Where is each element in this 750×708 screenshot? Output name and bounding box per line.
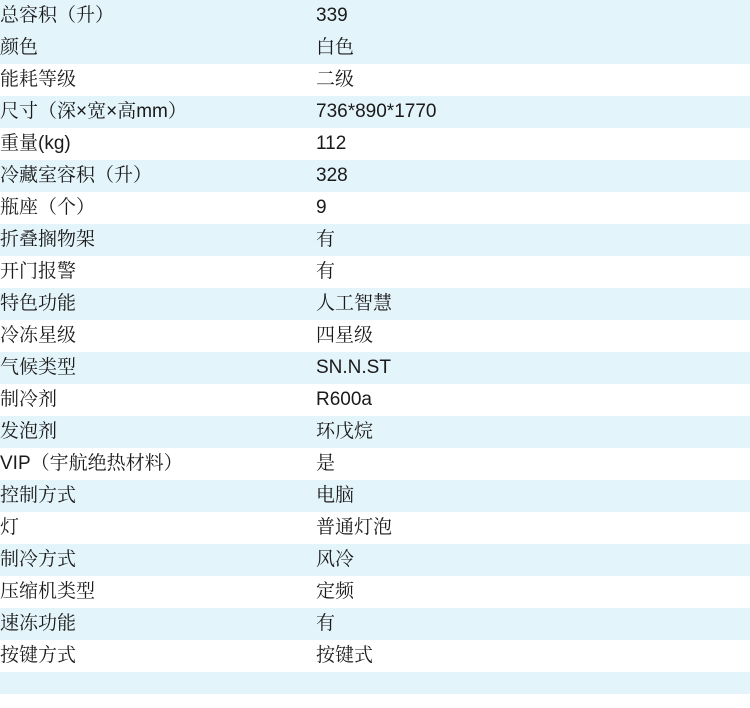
spec-label: 颜色	[0, 32, 316, 64]
spec-label: 按键方式	[0, 640, 316, 672]
table-row	[0, 608, 750, 640]
spec-value: 328	[316, 160, 750, 192]
spec-label: 重量(kg)	[0, 128, 316, 160]
table-row	[0, 96, 750, 128]
spec-label: 发泡剂	[0, 416, 316, 448]
spec-label: 速冻功能	[0, 608, 316, 640]
table-row	[0, 320, 750, 352]
table-row	[0, 640, 750, 672]
spec-label: 特色功能	[0, 288, 316, 320]
table-row	[0, 480, 750, 512]
spec-label: 瓶座（个）	[0, 192, 316, 224]
spec-value: 白色	[316, 32, 750, 64]
spec-label: VIP（宇航绝热材料）	[0, 448, 316, 480]
spec-value: 是	[316, 448, 750, 480]
spec-value: 按键式	[316, 640, 750, 672]
table-row	[0, 224, 750, 256]
spec-label: 冷冻星级	[0, 320, 316, 352]
table-row	[0, 192, 750, 224]
table-row	[0, 512, 750, 544]
spec-value: 有	[316, 608, 750, 640]
spec-label: 能耗等级	[0, 64, 316, 96]
spec-value: 电脑	[316, 480, 750, 512]
table-row	[0, 544, 750, 576]
spec-value: 9	[316, 192, 750, 224]
spec-value: R600a	[316, 384, 750, 416]
table-row	[0, 160, 750, 192]
spec-value: 二级	[316, 64, 750, 96]
spec-value: 有	[316, 256, 750, 288]
spec-value: 112	[316, 128, 750, 160]
spec-label: 总容积（升）	[0, 0, 316, 32]
spec-label: 开门报警	[0, 256, 316, 288]
bottom-white-space	[0, 694, 750, 708]
bottom-shaded-band	[0, 672, 750, 694]
spec-label: 控制方式	[0, 480, 316, 512]
spec-label: 灯	[0, 512, 316, 544]
table-row	[0, 0, 750, 32]
spec-value: 人工智慧	[316, 288, 750, 320]
spec-value: 有	[316, 224, 750, 256]
spec-label: 制冷剂	[0, 384, 316, 416]
spec-label: 制冷方式	[0, 544, 316, 576]
spec-label: 尺寸（深×宽×高mm）	[0, 96, 316, 128]
table-row	[0, 448, 750, 480]
table-row	[0, 416, 750, 448]
table-row	[0, 128, 750, 160]
table-row	[0, 64, 750, 96]
spec-label: 折叠搁物架	[0, 224, 316, 256]
table-row	[0, 32, 750, 64]
table-row	[0, 288, 750, 320]
spec-value: SN.N.ST	[316, 352, 750, 384]
spec-value: 四星级	[316, 320, 750, 352]
spec-value: 风冷	[316, 544, 750, 576]
table-row	[0, 256, 750, 288]
spec-value: 339	[316, 0, 750, 32]
spec-value: 定频	[316, 576, 750, 608]
spec-label: 气候类型	[0, 352, 316, 384]
table-row	[0, 384, 750, 416]
spec-label: 压缩机类型	[0, 576, 316, 608]
spec-value: 环戊烷	[316, 416, 750, 448]
table-row	[0, 352, 750, 384]
spec-value: 普通灯泡	[316, 512, 750, 544]
spec-value: 736*890*1770	[316, 96, 750, 128]
spec-label: 冷藏室容积（升）	[0, 160, 316, 192]
table-row	[0, 576, 750, 608]
